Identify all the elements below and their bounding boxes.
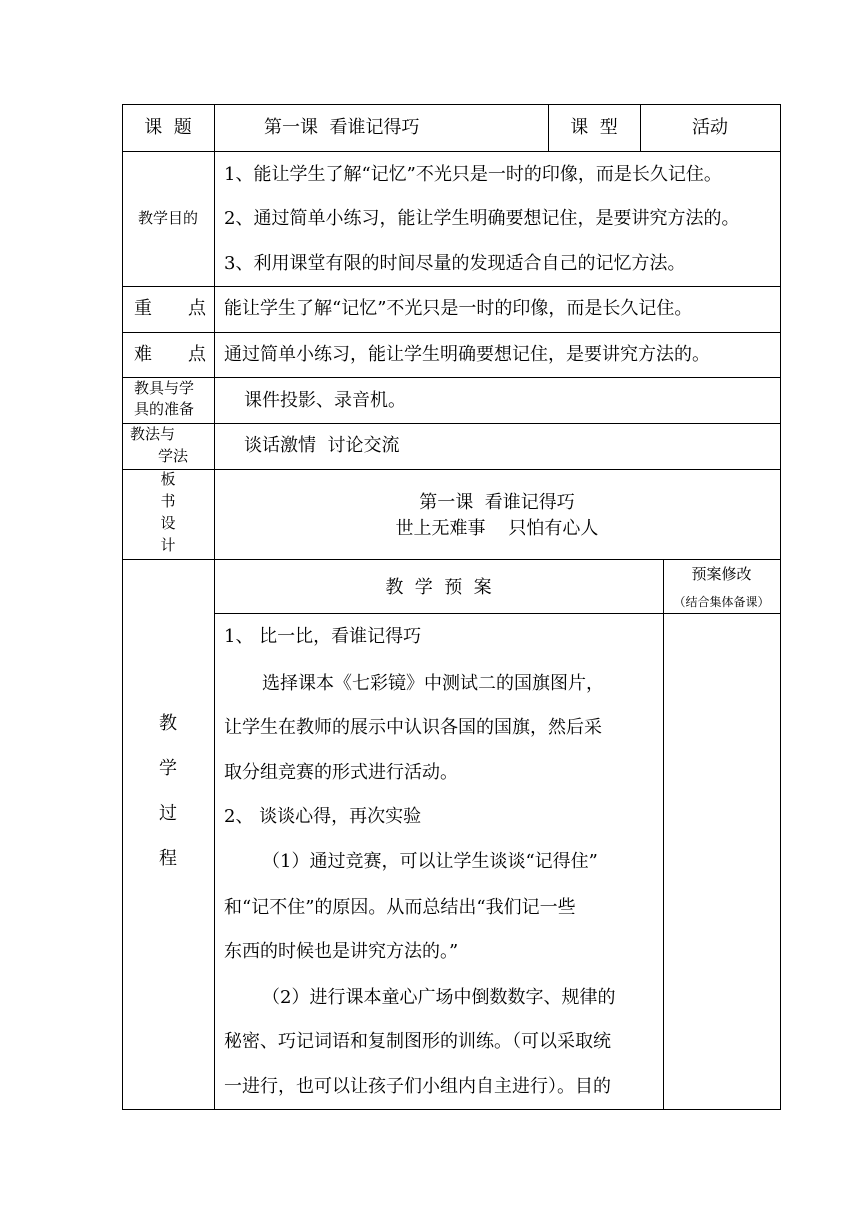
table-border-left (122, 104, 123, 1110)
difficulty-value: 通过简单小练习，能让学生明确要想记住，是要讲究方法的。 (224, 344, 710, 365)
process-line-2: 选择课本《七彩镜》中测试二的国旗图片， (262, 673, 604, 694)
process-label-char-2: 学 (159, 758, 177, 779)
process-line-11: 一进行，也可以让孩子们小组内自主进行）。目的 (224, 1076, 611, 1097)
board-line-1: 第一课 看谁记得巧 (419, 492, 575, 513)
process-line-9: （2）进行课本童心广场中倒数数字、规律的 (262, 987, 616, 1008)
process-line-7: 和“记不住”的原因。从而总结出“我们记一些 (224, 897, 576, 918)
revision-subheader: （结合集体备课） (673, 595, 770, 609)
topic-value: 第一课 看谁记得巧 (264, 117, 420, 138)
row-divider-2 (122, 286, 781, 287)
row-divider-3 (122, 332, 781, 333)
methods-label-line-2: 学法 (158, 447, 189, 465)
difficulty-label: 难 点 (134, 344, 206, 365)
process-line-4: 取分组竞赛的形式进行活动。 (224, 762, 458, 783)
process-label-char-1: 教 (159, 713, 177, 734)
goal-item-3: 3、利用课堂有限的时间尽量的发现适合自己的记忆方法。 (224, 253, 686, 274)
goal-item-2: 2、通过简单小练习，能让学生明确要想记住，是要讲究方法的。 (224, 208, 740, 229)
key-point-label: 重 点 (134, 298, 206, 319)
row-divider-6 (122, 469, 781, 470)
table-border-right (780, 104, 781, 1110)
type-label: 课 型 (570, 117, 618, 138)
plan-header: 教 学 预 案 (385, 577, 492, 598)
table-border-bottom (122, 1109, 781, 1110)
row-divider-4 (122, 377, 781, 378)
row-divider-5 (122, 423, 781, 424)
process-label-char-4: 程 (159, 848, 177, 869)
tools-label-line-2: 具的准备 (134, 400, 195, 418)
tools-value: 课件投影、录音机。 (244, 390, 406, 411)
board-label-char-4: 计 (160, 536, 176, 554)
row-divider-1 (122, 151, 781, 152)
board-line-2: 世上无难事 只怕有心人 (395, 518, 599, 539)
revision-column-divider (663, 559, 664, 1110)
process-header-divider (214, 613, 781, 614)
methods-label-line-1: 教法与 (130, 425, 176, 443)
process-line-1: 1、 比一比，看谁记得巧 (224, 626, 422, 647)
process-line-5: 2、 谈谈心得，再次实验 (224, 806, 422, 827)
process-line-6: （1）通过竞赛，可以让学生谈谈“记得住” (262, 851, 598, 872)
goals-label: 教学目的 (137, 209, 198, 227)
board-label-char-3: 设 (160, 514, 176, 532)
process-label-char-3: 过 (159, 803, 177, 824)
goal-item-1: 1、能让学生了解“记忆”不光只是一时的印像，而是长久记住。 (224, 164, 722, 185)
revision-header: 预案修改 (691, 565, 752, 583)
tools-label-line-1: 教具与学 (134, 379, 195, 397)
board-label-char-1: 板 (160, 470, 176, 488)
type-value: 活动 (692, 117, 728, 138)
table-border-top (122, 104, 781, 105)
process-line-3: 让学生在教师的展示中认识各国的国旗，然后采 (224, 717, 602, 738)
process-line-10: 秘密、巧记词语和复制图形的训练。（可以采取统 (224, 1031, 611, 1052)
label-column-divider (214, 104, 215, 1110)
topic-label: 课 题 (144, 117, 192, 138)
board-label-char-2: 书 (160, 492, 176, 510)
row-divider-7 (122, 559, 781, 560)
process-line-8: 东西的时候也是讲究方法的。” (224, 941, 459, 962)
methods-value: 谈话激情 讨论交流 (244, 435, 400, 456)
key-point-value: 能让学生了解“记忆”不光只是一时的印像，而是长久记住。 (224, 298, 693, 319)
